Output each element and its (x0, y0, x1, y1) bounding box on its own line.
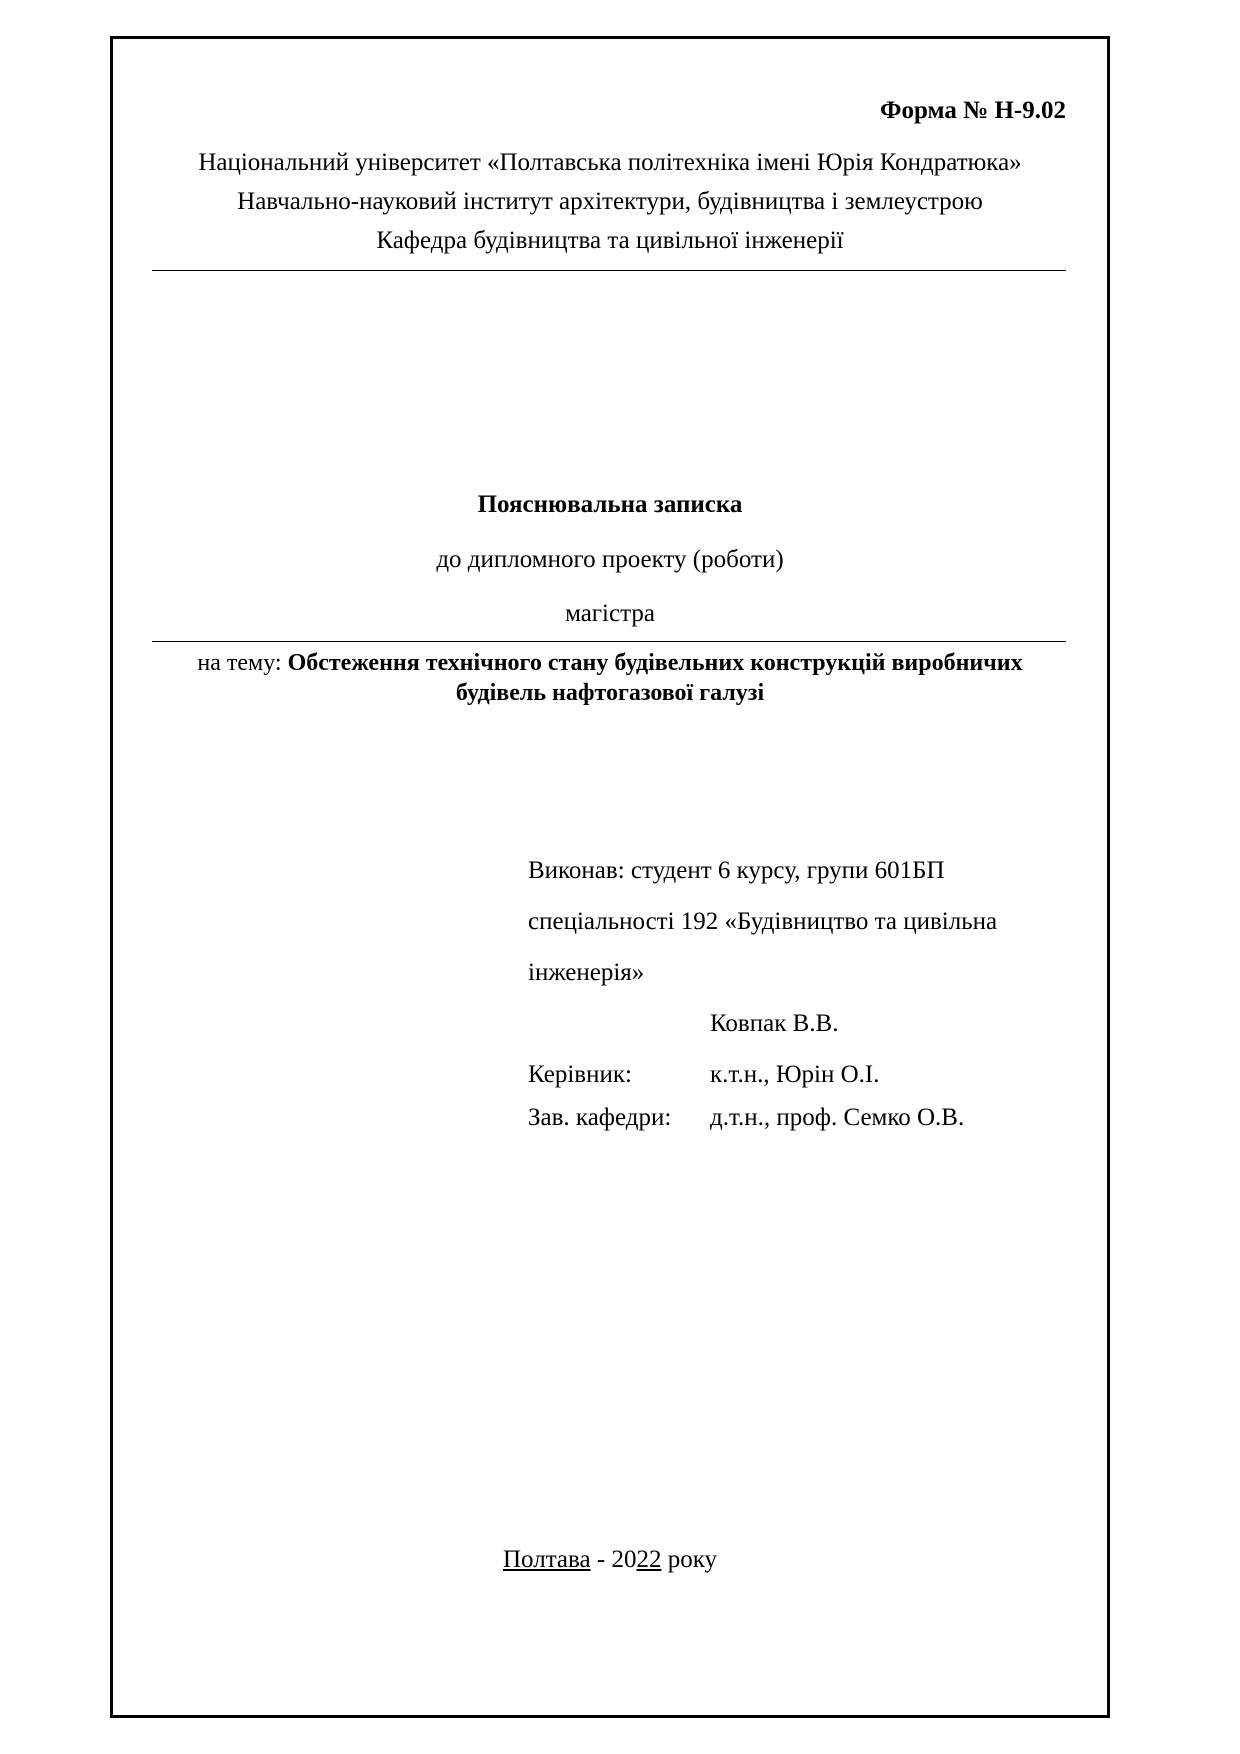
footer-city-year (150, 1546, 1070, 1574)
organization-line-department: Кафедра будівництва та цивільної інженерії (376, 226, 844, 254)
performer-line-3: інженерія» (528, 958, 645, 986)
performer-name: Ковпак В.В. (710, 1009, 839, 1037)
organization-line-institute: Навчально-науковий інститут архітектури, будівництва і землеустрою (237, 187, 983, 215)
authors-block (528, 858, 1070, 1130)
performer-line-2: спеціальності 192 «Будівництво та цивільна (528, 907, 998, 935)
note-subtitle: до дипломного проекту (роботи) (436, 545, 784, 573)
organization-block (150, 144, 1070, 260)
footer-year-suffix: 22 (636, 1546, 662, 1573)
form-number: Форма № Н-9.02 (880, 97, 1066, 124)
supervisor-label: Керівник: (528, 1060, 632, 1088)
footer-year-word: року (661, 1546, 717, 1573)
performer-line-1: Виконав: студент 6 курсу, групи 601БП (528, 856, 945, 884)
topic-text: Обстеження технічного стану будівельних конструкцій виробничих будівель нафтогазової галузі (287, 649, 1023, 706)
supervisor-name: к.т.н., Юрін О.І. (710, 1060, 880, 1088)
divider-above-topic (152, 641, 1066, 642)
footer-separator: - (590, 1546, 612, 1573)
degree-label: магістра (565, 600, 655, 628)
organization-line-university: Національний університет «Полтавська політехніка імені Юрія Кондратюка» (198, 149, 1022, 176)
spacer-top (150, 271, 1070, 489)
spacer-middle (150, 708, 1070, 858)
head-of-department-name: д.т.н., проф. Семко О.В. (710, 1103, 965, 1131)
footer-year-prefix: 20 (611, 1546, 637, 1573)
topic-label: на тему: (197, 649, 282, 676)
title-page-content (150, 86, 1070, 1686)
footer-city: Полтава (503, 1546, 591, 1573)
supervisor-row (528, 1062, 1070, 1087)
topic-block (150, 648, 1070, 708)
note-title: Пояснювальна записка (477, 491, 743, 519)
head-of-department-row (528, 1105, 1070, 1130)
head-of-department-label: Зав. кафедри: (528, 1103, 672, 1131)
